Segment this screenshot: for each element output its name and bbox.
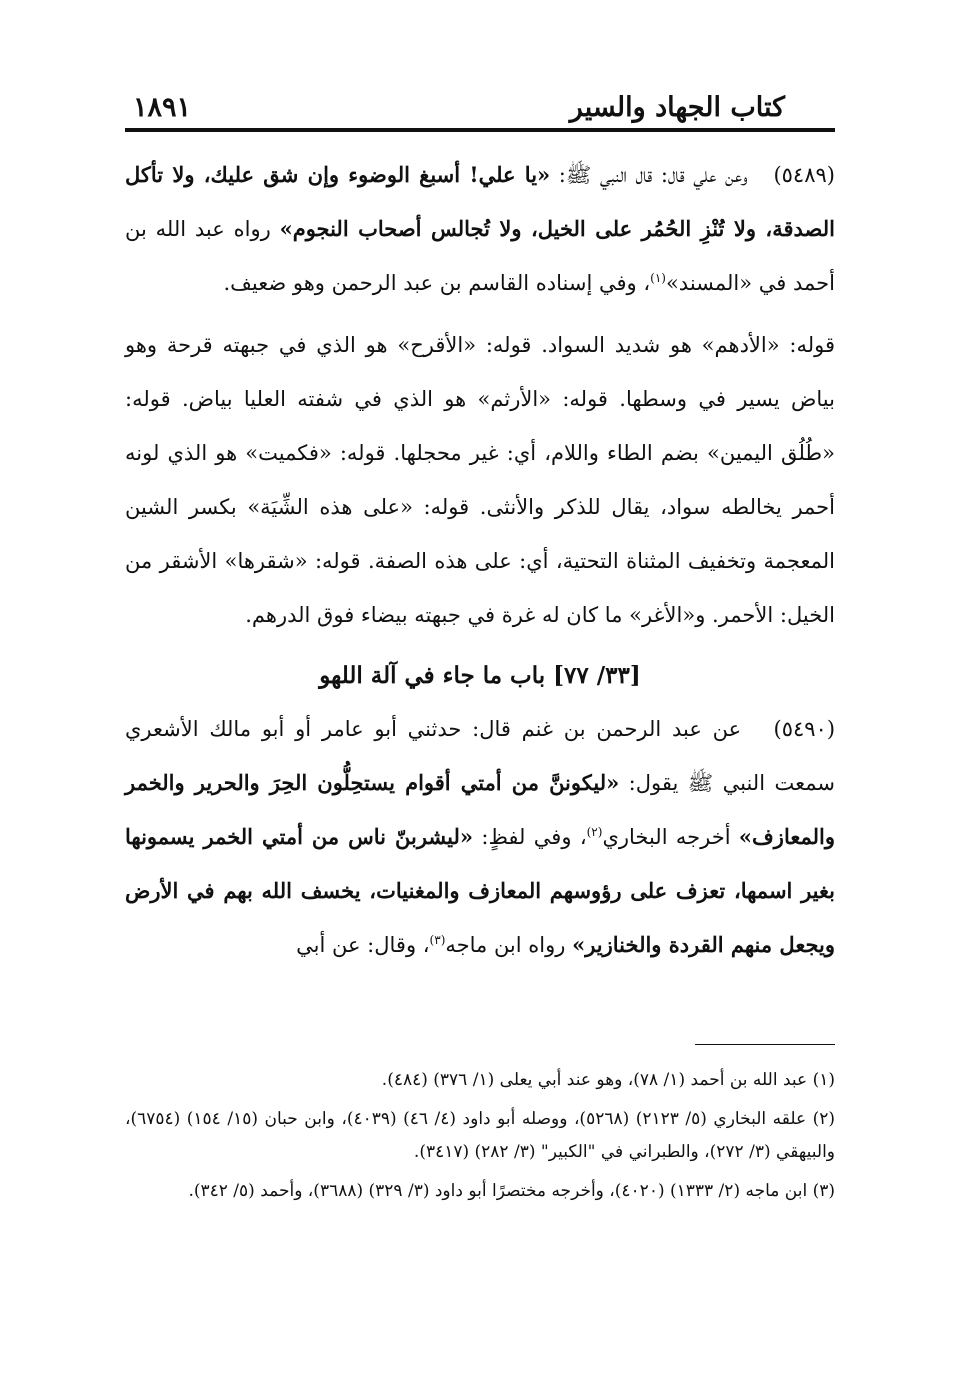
hadith-source: أخرجه البخاري [602, 825, 739, 849]
main-text [125, 148, 835, 980]
footnote-3: (٣) ابن ماجه (٢/ ١٣٣٣) (٤٠٢٠)، وأخرجه مختصرًا أبو داود (٣/ ٣٢٩) (٣٦٨٨)، وأحمد (٥/ ٣٤٢). [188, 1181, 835, 1201]
hadith-source: رواه عبد الله بن أحمد في «المسند» [125, 217, 835, 295]
hadith-variant-intro: ، وفي لفظٍ: [473, 825, 587, 849]
footnotes [125, 1064, 835, 1214]
page-number: ١٨٩١ [133, 92, 192, 123]
hadith-continuation: ، وقال: عن أبي [296, 933, 430, 957]
footnote-2: (٢) علقه البخاري (٥/ ٢١٢٣) (٥٢٦٨)، ووصله أبو داود (٤/ ٤٦) (٤٠٣٩)، وابن حبان (١٥/ ١٥٤) (٦٧٥٤)، والبيهقي (٣/ ٢٧٢)، والطبراني في "الكبير" (٣/ ٢٨٢) (٣٤١٧). [125, 1109, 836, 1162]
footnote-ref-3: (٣) [429, 933, 446, 947]
page-header [125, 92, 835, 128]
footnote-1: (١) عبد الله بن أحمد (١/ ٧٨)، وهو عند أبي يعلى (١/ ٣٧٦) (٤٨٤). [381, 1070, 835, 1090]
hadith-intro: عن عبد الرحمن بن غنم قال: حدثني أبو عامر أو أبو مالك الأشعري سمعت النبي ﷺ يقول: [125, 717, 835, 795]
hadith-quote-variant: «ليشربنّ ناس من أمتي الخمر يسمونها بغير اسمها، تعزف على رؤوسهم المعازف والمغنيات، يخسف الله بهم في الأرض ويجعل منهم القردة والخنازير» [125, 824, 835, 957]
header-rule [125, 128, 835, 132]
hadith-source-2: رواه ابن ماجه [445, 933, 573, 957]
footnote-ref-2: (٢) [586, 825, 603, 839]
commentary-paragraph: قوله: «الأدهم» هو شديد السواد. قوله: «الأقرح» هو الذي في جبهته قرحة وهو بياض يسير في وسطها. قوله: «الأرثم» هو الذي في شفته العليا بياض. قوله: «طُلُق اليمين» بضم الطاء واللام، أي: غير محجلها. قوله: «فكميت» هو الذي لونه أحمر يخالطه سواد، يقال للذكر والأنثى. قوله: «على هذه الشِّيَة» بكسر الشين المعجمة وتخفيف المثناة التحتية، أي: على هذه الصفة. قوله: «شقرها» الأشقر من الخيل: الأحمر. و«الأغر» ما كان له غرة في جبهته بيضاء فوق الدرهم. [125, 333, 835, 627]
book-title: كتاب الجهاد والسير [569, 92, 785, 123]
hadith-number: (٥٤٩٠) [773, 717, 836, 741]
hadith-grade: ، وفي إسناده القاسم بن عبد الرحمن وهو ضعيف. [223, 271, 651, 295]
chapter-heading: [٣٣/ ٧٧] باب ما جاء في آلة اللهو [319, 662, 641, 689]
hadith-quote: «ليكوننَّ من أمتي أقوام يستحِلُّون الحِرَ والحرير والخمر والمعازف» [125, 770, 835, 849]
hadith-5489 [125, 148, 835, 310]
footnote-rule [695, 1044, 835, 1045]
hadith-intro: وعن علي قال: قال النبي ﷺ: [550, 163, 748, 187]
footnote-ref-1: (١) [650, 271, 666, 285]
hadith-number: (٥٤٨٩) [773, 163, 835, 187]
hadith-quote: «يا علي! أسبغ الوضوء وإن شق عليك، ولا تأكل الصدقة، ولا تُنْزِ الحُمُر على الخيل، ولا تُجالس أصحاب النجوم» [125, 162, 835, 241]
hadith-5490 [125, 702, 835, 972]
